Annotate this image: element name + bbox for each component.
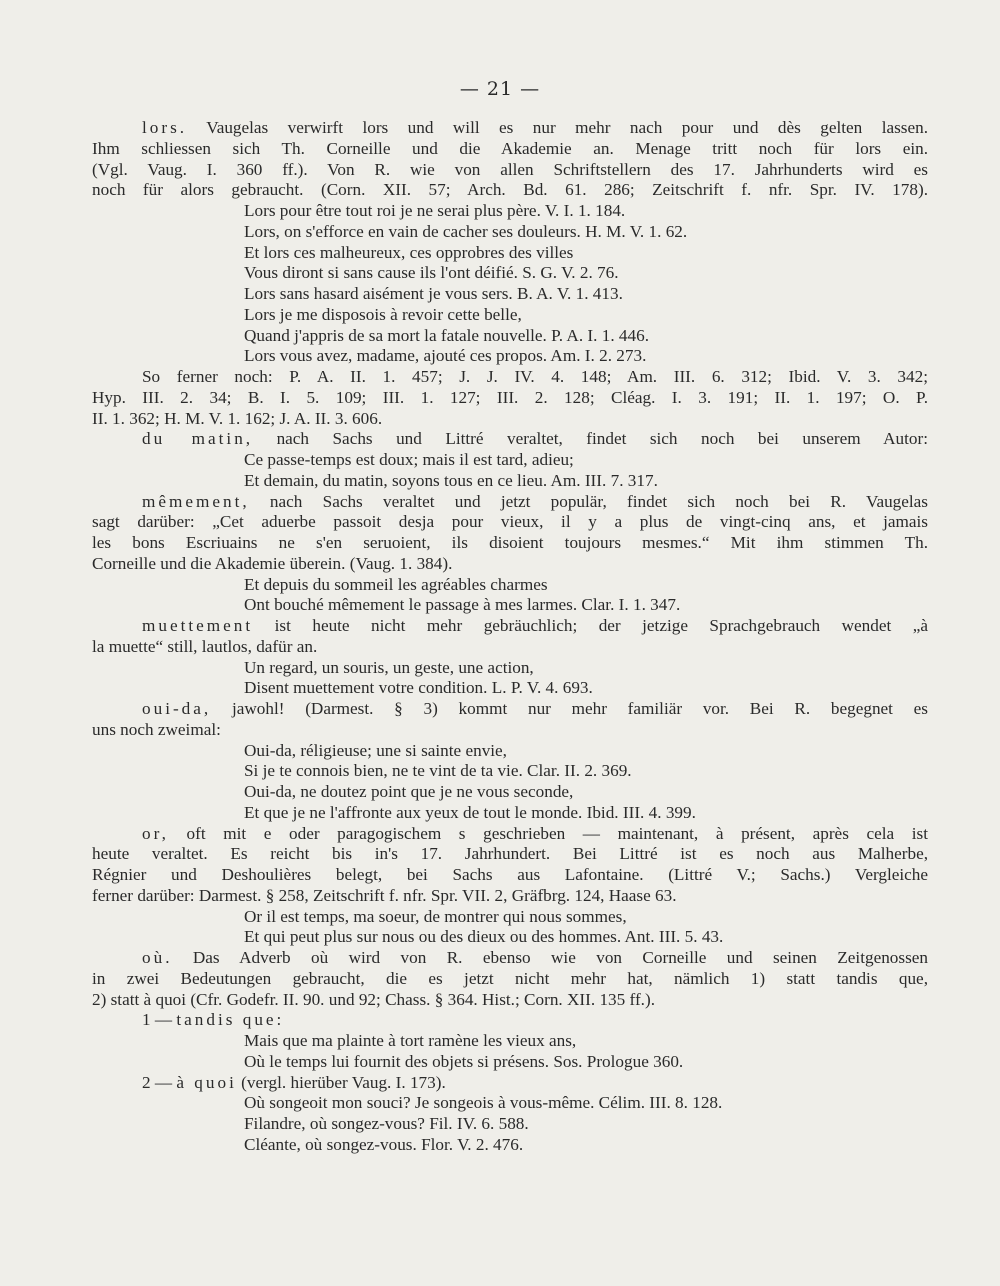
verse-quote-line	[92, 595, 928, 616]
verse-quote-line	[92, 326, 928, 347]
text-line	[92, 429, 928, 450]
text-run: uns noch zweimal:	[92, 719, 221, 739]
text-line	[92, 554, 928, 575]
verse-quote-line	[92, 222, 928, 243]
text-run: Mais que ma plainte à tort ramène les vieux ans,	[244, 1031, 577, 1050]
text-run: (Vgl. Vaug. I. 360 ff.). Von R. wie von allen Schriftstellern des 17. Jahrhunderts wird es	[92, 159, 928, 179]
text-run: Cléante, où songez-vous. Flor. V. 2. 476.	[244, 1134, 524, 1154]
text-line	[92, 616, 928, 637]
text-run: Quand j'appris de sa mort la fatale nouvelle. P. A. I. 1. 446.	[244, 325, 650, 345]
headword: tandis que:	[176, 1010, 285, 1030]
text-run: Ont bouché mêmement le passage à mes larmes. Clar. I. 1. 347.	[244, 595, 681, 615]
text-run: Et que je ne l'affronte aux yeux de tout le monde. Ibid. III. 4. 399.	[244, 802, 696, 822]
text-run: Oui-da, réligieuse; une si sainte envie,	[244, 740, 507, 760]
text-line	[92, 699, 928, 720]
verse-quote-line	[92, 450, 928, 471]
text-run: Lors pour être tout roi je ne serai plus père. V. I. 1. 184.	[244, 201, 626, 220]
verse-quote-line	[92, 346, 928, 367]
verse-quote-line	[92, 471, 928, 492]
verse-quote-line	[92, 927, 928, 948]
verse-quote-line	[92, 1093, 928, 1114]
text-run: sagt darüber: „Cet aduerbe passoit desja pour vieux, il y a plus de vingt-cinq ans, et jamais	[92, 512, 928, 532]
headword: lors.	[142, 118, 188, 137]
verse-quote-line	[92, 1052, 928, 1073]
text-run: Régnier und Deshoulières belegt, bei Sachs aus Lafontaine. (Littré V.; Sachs.) Vergleiche	[92, 865, 928, 884]
text-run: Oui-da, ne doutez point que je ne vous seconde,	[244, 782, 574, 801]
text-run: 1 —	[142, 1010, 177, 1030]
text-line	[92, 367, 928, 388]
verse-quote-line	[92, 575, 928, 596]
headword: où.	[142, 948, 173, 967]
text-run: Hyp. III. 2. 34; B. I. 5. 109; III. 1. 127; III. 2. 128; Cléag. I. 3. 191; II. 1. 197; O. P.	[92, 387, 928, 407]
verse-quote-line	[92, 658, 928, 679]
text-run: 2) statt à quoi (Cfr. Godefr. II. 90. und 92; Chass. § 364. Hist.; Corn. XII. 135 ff.).	[92, 989, 655, 1009]
text-line	[92, 409, 928, 430]
text-run: (vergl. hierüber Vaug. I. 173).	[236, 1072, 446, 1092]
text-run: ist heute nicht mehr gebräuchlich; der jetzige Sprachgebrauch wendet „à	[253, 616, 928, 635]
text-run: ferner darüber: Darmest. § 258, Zeitschrift f. nfr. Spr. VII. 2, Gräfbrg. 124, Haase 63.	[92, 885, 677, 905]
text-run: la muette“ still, lautlos, dafür an.	[92, 636, 318, 656]
text-line	[92, 533, 928, 554]
text-line	[92, 1010, 928, 1031]
text-run: Disent muettement votre condition. L. P. V. 4. 693.	[244, 678, 593, 698]
text-line	[92, 948, 928, 969]
verse-quote-line	[92, 761, 928, 782]
text-run: les bons Escriuains ne s'en seruoient, ils disoient toujours mesmes.“ Mit ihm stimmen Th.	[92, 533, 928, 552]
text-run: Si je te connois bien, ne te vint de ta vie. Clar. II. 2. 369.	[244, 761, 632, 781]
text-run: So ferner noch: P. A. II. 1. 457; J. J. IV. 4. 148; Am. III. 6. 312; Ibid. V. 3. 342;	[142, 367, 928, 386]
text-run: Das Adverb où wird von R. ebenso wie von Corneille und seinen Zeitgenossen	[172, 948, 928, 967]
text-run: 2 —	[142, 1072, 177, 1092]
text-run: Ce passe-temps est doux; mais il est tard, adieu;	[244, 450, 574, 469]
text-line	[92, 180, 928, 201]
text-line	[92, 139, 928, 160]
page-body	[92, 118, 928, 1156]
text-run: Et qui peut plus sur nous ou des dieux ou des hommes. Ant. III. 5. 43.	[244, 927, 724, 947]
headword: à quoi	[176, 1072, 237, 1092]
text-line	[92, 969, 928, 990]
verse-quote-line	[92, 907, 928, 928]
verse-quote-line	[92, 1031, 928, 1052]
text-line	[92, 160, 928, 181]
text-line	[92, 865, 928, 886]
text-run: heute veraltet. Es reicht bis in's 17. Jahrhundert. Bei Littré ist es noch aus Malherbe,	[92, 844, 928, 864]
text-run: II. 1. 362; H. M. V. 1. 162; J. A. II. 3. 606.	[92, 408, 383, 428]
verse-quote-line	[92, 741, 928, 762]
text-line	[92, 720, 928, 741]
text-run: nach Sachs und Littré veraltet, findet sich noch bei unserem Autor:	[253, 429, 928, 449]
text-line	[92, 512, 928, 533]
text-run: Lors, on s'efforce en vain de cacher ses douleurs. H. M. V. 1. 62.	[244, 221, 688, 241]
page-number: — 21 —	[459, 78, 541, 100]
text-run: noch für alors gebraucht. (Corn. XII. 57; Arch. Bd. 61. 286; Zeitschrift f. nfr. Spr. IV. 178).	[92, 180, 928, 200]
headword: mêmement,	[142, 491, 250, 511]
verse-quote-line	[92, 243, 928, 264]
verse-quote-line	[92, 1135, 928, 1156]
text-run: nach Sachs veraltet und jetzt populär, findet sich noch bei R. Vaugelas	[249, 491, 928, 511]
text-line	[92, 886, 928, 907]
text-line	[92, 388, 928, 409]
text-run: Corneille und die Akademie überein. (Vaug. 1. 384).	[92, 553, 453, 573]
text-run: Ihm schliessen sich Th. Corneille und die Akademie an. Menage tritt noch für lors ein.	[92, 138, 928, 158]
text-run: Lors je me disposois à revoir cette belle,	[244, 304, 522, 324]
headword: or,	[142, 823, 169, 843]
text-line	[92, 118, 928, 139]
text-line	[92, 637, 928, 658]
text-run: oft mit e oder paragogischem s geschrieben — maintenant, à présent, après cela ist	[168, 823, 928, 843]
text-run: Vous diront si sans cause ils l'ont déifié. S. G. V. 2. 76.	[244, 263, 619, 283]
verse-quote-line	[92, 678, 928, 699]
text-line	[92, 492, 928, 513]
text-line	[92, 1073, 928, 1094]
headword: du matin,	[142, 429, 254, 449]
text-run: Où songeoit mon souci? Je songeois à vous-même. Célim. III. 8. 128.	[244, 1093, 723, 1113]
text-line	[92, 844, 928, 865]
verse-quote-line	[92, 782, 928, 803]
verse-quote-line	[92, 263, 928, 284]
text-run: Où le temps lui fournit des objets si présens. Sos. Prologue 360.	[244, 1051, 684, 1071]
text-run: Vaugelas verwirft lors und will es nur mehr nach pour und dès gelten lassen.	[187, 118, 928, 137]
text-run: Et demain, du matin, soyons tous en ce lieu. Am. III. 7. 317.	[244, 470, 658, 490]
text-run: Lors sans hasard aisément je vous sers. B. A. V. 1. 413.	[244, 284, 623, 303]
text-run: Un regard, un souris, un geste, une action,	[244, 657, 534, 677]
headword: muettement	[142, 616, 254, 635]
verse-quote-line	[92, 305, 928, 326]
text-line	[92, 990, 928, 1011]
verse-quote-line	[92, 803, 928, 824]
headword: oui-da,	[142, 699, 212, 718]
text-line	[92, 824, 928, 845]
text-run: Or il est temps, ma soeur, de montrer qui nous sommes,	[244, 906, 627, 926]
text-run: Et lors ces malheureux, ces opprobres des villes	[244, 242, 574, 262]
text-run: Lors vous avez, madame, ajouté ces propos. Am. I. 2. 273.	[244, 346, 647, 366]
text-run: Filandre, où songez-vous? Fil. IV. 6. 588.	[244, 1114, 529, 1133]
text-run: in zwei Bedeutungen gebraucht, die es jetzt nicht mehr hat, nämlich 1) statt tandis que,	[92, 968, 928, 988]
text-run: jawohl! (Darmest. § 3) kommt nur mehr familiär vor. Bei R. begegnet es	[211, 699, 928, 718]
text-run: Et depuis du sommeil les agréables charmes	[244, 574, 548, 594]
verse-quote-line	[92, 284, 928, 305]
verse-quote-line	[92, 201, 928, 222]
verse-quote-line	[92, 1114, 928, 1135]
